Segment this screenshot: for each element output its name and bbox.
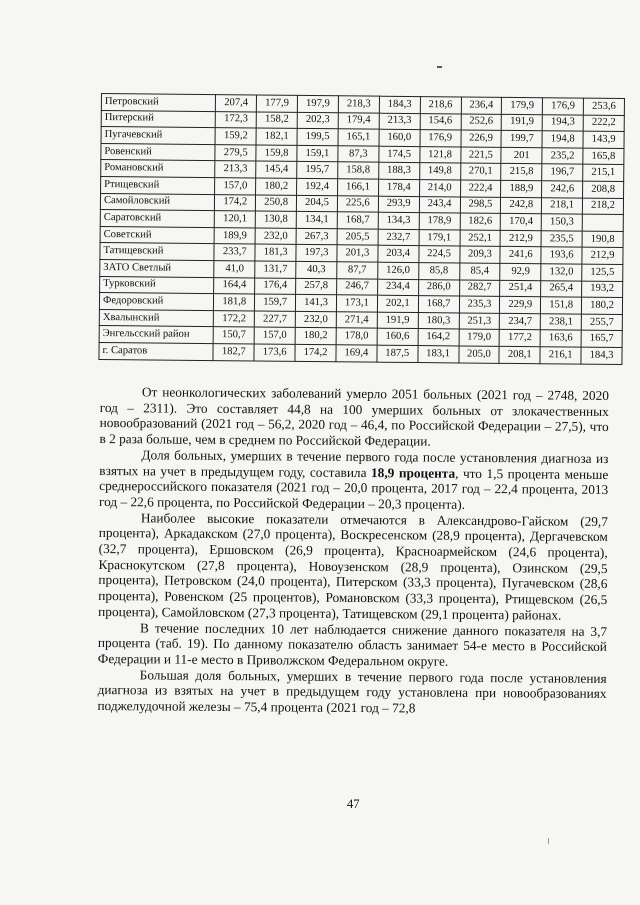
value-cell: 130,8	[255, 211, 296, 228]
value-cell: 184,3	[581, 347, 622, 364]
value-cell: 181,3	[255, 244, 296, 261]
value-cell: 164,2	[418, 329, 459, 346]
region-name-cell: Советский	[100, 226, 215, 244]
table-body	[99, 94, 625, 365]
value-cell: 251,4	[500, 280, 541, 297]
value-cell: 145,4	[256, 161, 297, 178]
paragraph-text: , что 1,5 процента меньше среднероссийского показателя (2021 год – 20,0 процента, 2017 год – 22,4 процента, 2013 год – 22,6 процента, по Российской Федерации – 20,3 процента).	[99, 465, 609, 512]
value-cell: 178,9	[419, 213, 460, 230]
value-cell: 215,1	[583, 165, 624, 182]
value-cell: 174,2	[295, 344, 336, 361]
region-name-cell: Хвалынский	[99, 309, 214, 327]
mortality-table	[98, 93, 625, 365]
value-cell: 87,3	[338, 146, 379, 163]
region-name-cell: Ровенский	[101, 143, 216, 161]
value-cell: 85,4	[459, 263, 500, 280]
value-cell: 134,1	[296, 212, 337, 229]
value-cell: 227,7	[254, 311, 295, 328]
value-cell: 279,5	[215, 144, 256, 161]
value-cell: 218,1	[542, 197, 583, 214]
value-cell: 270,1	[460, 163, 501, 180]
value-cell: 205,0	[458, 346, 499, 363]
value-cell: 150,3	[541, 214, 582, 231]
value-cell: 225,6	[337, 195, 378, 212]
value-cell: 235,5	[541, 230, 582, 247]
value-cell: 163,6	[540, 330, 581, 347]
value-cell: 174,2	[215, 194, 256, 211]
value-cell: 159,7	[255, 294, 296, 311]
value-cell: 250,8	[256, 195, 297, 212]
value-cell: 157,0	[254, 327, 295, 344]
value-cell: 257,8	[296, 278, 337, 295]
value-cell: 298,5	[460, 197, 501, 214]
region-name-cell: Саратовский	[100, 210, 215, 228]
value-cell: 221,5	[460, 147, 501, 164]
value-cell: 143,9	[583, 131, 624, 148]
value-cell: 154,6	[420, 113, 461, 130]
value-cell: 213,3	[379, 113, 420, 130]
value-cell: 165,8	[583, 148, 624, 165]
region-name-cell: Энгельсский район	[99, 326, 214, 344]
value-cell: 218,6	[420, 97, 461, 114]
value-cell: 182,6	[460, 213, 501, 230]
value-cell: 193,6	[541, 247, 582, 264]
region-name-cell: ЗАТО Светлый	[100, 259, 215, 277]
value-cell: 189,9	[214, 227, 255, 244]
value-cell: 159,8	[256, 145, 297, 162]
value-cell: 177,2	[499, 330, 540, 347]
value-cell: 232,0	[255, 228, 296, 245]
value-cell: 251,3	[459, 313, 500, 330]
region-name-cell: Федоровский	[99, 293, 214, 311]
value-cell: 125,5	[582, 264, 623, 281]
page-number: 47	[347, 797, 360, 811]
value-cell: 224,5	[419, 246, 460, 263]
value-cell: 241,6	[500, 247, 541, 264]
value-cell: 173,6	[254, 344, 295, 361]
value-cell: 169,4	[336, 345, 377, 362]
value-cell: 179,4	[338, 112, 379, 129]
value-cell: 236,4	[461, 97, 502, 114]
value-cell: 293,9	[378, 196, 419, 213]
paragraph: Большая доля больных, умерших в течение первого года после установления диагноза из взятых на учет в предыдущем году установлена при новообразованиях поджелудочной железы – 75,4 процента (2021 год – 72,8	[97, 666, 607, 716]
value-cell: 218,2	[582, 198, 623, 215]
scan-speck	[437, 66, 442, 68]
value-cell: 176,9	[420, 130, 461, 147]
value-cell: 150,7	[213, 327, 254, 344]
value-cell: 160,0	[379, 129, 420, 146]
value-cell: 41,0	[214, 261, 255, 278]
value-cell: 195,7	[297, 162, 338, 179]
value-cell: 159,2	[215, 128, 256, 145]
value-cell: 243,4	[419, 196, 460, 213]
value-cell: 180,3	[418, 312, 459, 329]
value-cell: 222,4	[460, 180, 501, 197]
value-cell: 176,9	[543, 98, 584, 115]
value-cell: 218,3	[338, 96, 379, 113]
value-cell: 126,0	[378, 262, 419, 279]
value-cell: 222,2	[583, 115, 624, 132]
value-cell: 192,4	[297, 178, 338, 195]
paragraph: От неонкологических заболеваний умерло 2051 больных (2021 год – 2748, 2020 год – 2311). Это составляет 44,8 на 100 умерших больных от злокачественных новообразований (2021 год – 56,2, 2020 год – 46,4, по Российской Федерации – 27,5), что в 2 раза больше, чем в среднем по Российской Федерации.	[99, 384, 609, 449]
value-cell: 233,7	[214, 244, 255, 261]
value-cell: 134,3	[378, 212, 419, 229]
value-cell: 92,9	[500, 263, 541, 280]
value-cell: 271,4	[336, 311, 377, 328]
paragraph: В течение последних 10 лет наблюдается снижение данного показателя на 3,7 процента (таб. 19). По данному показателю область занимает 54-е место в Российской Федерации и 11-е место в Приволжском Федеральном округе.	[97, 619, 608, 669]
value-cell: 212,9	[500, 230, 541, 247]
value-cell: 180,2	[256, 178, 297, 195]
value-cell: 282,7	[459, 279, 500, 296]
value-cell: 197,9	[297, 95, 338, 112]
value-cell: 141,3	[296, 295, 337, 312]
value-cell: 158,2	[256, 112, 297, 129]
value-cell: 194,8	[542, 131, 583, 148]
value-cell: 160,6	[377, 328, 418, 345]
value-cell: 166,1	[337, 179, 378, 196]
value-cell: 176,4	[255, 278, 296, 295]
value-cell: 187,5	[377, 345, 418, 362]
value-cell: 159,1	[297, 145, 338, 162]
value-cell: 229,9	[500, 296, 541, 313]
value-cell: 199,5	[297, 129, 338, 146]
value-cell: 253,6	[583, 98, 624, 115]
paragraph: Наиболее высокие показатели отмечаются в Александрово-Гайском (29,7 процента), Аркадакском (27,0 процента), Воскресенском (28,9 процента), Дергачевском (32,7 процента), Ершовском (26,9 процента), Красноармейском (24,6 процента), Краснокутском (27,8 процента), Новоузенском (28,9 процента), Озинском (29,5 процента), Петровском (24,0 процента), Питерском (33,3 процента), Пугачевском (28,6 процента), Ровенском (25 процентов), Романовском (33,3 процента), Ртищевском (26,5 процента), Самойловском (27,3 процента), Татищевском (29,1 процента) районах.	[98, 509, 608, 623]
value-cell: 191,9	[502, 114, 543, 131]
value-cell: 232,0	[295, 311, 336, 328]
value-cell: 174,5	[379, 146, 420, 163]
value-cell: 165,1	[338, 129, 379, 146]
value-cell: 181,8	[214, 294, 255, 311]
value-cell: 178,0	[336, 328, 377, 345]
region-name-cell: Ртищевский	[101, 176, 216, 194]
value-cell: 196,7	[542, 164, 583, 181]
value-cell: 179,1	[419, 229, 460, 246]
value-cell: 40,3	[296, 261, 337, 278]
value-cell: 85,8	[418, 262, 459, 279]
value-cell: 203,4	[378, 246, 419, 263]
value-cell: 213,3	[215, 161, 256, 178]
value-cell: 267,3	[296, 228, 337, 245]
region-name-cell: Татищевский	[100, 243, 215, 261]
region-name-cell: Пугачевский	[101, 127, 216, 145]
value-cell: 170,4	[501, 213, 542, 230]
value-cell: 199,7	[501, 131, 542, 148]
region-name-cell: Романовский	[101, 160, 216, 178]
value-cell: 207,4	[216, 95, 257, 112]
value-cell: 191,9	[377, 312, 418, 329]
value-cell: 204,5	[296, 195, 337, 212]
value-cell: 182,7	[213, 343, 254, 360]
value-cell: 226,9	[461, 130, 502, 147]
value-cell: 179,0	[459, 329, 500, 346]
value-cell: 208,1	[499, 346, 540, 363]
value-cell: 242,6	[542, 181, 583, 198]
value-cell: 121,8	[420, 146, 461, 163]
value-cell: 193,2	[582, 281, 623, 298]
value-cell: 164,4	[214, 277, 255, 294]
value-cell: 265,4	[541, 280, 582, 297]
highlighted-value: 18,9 процента	[371, 464, 456, 481]
value-cell: 215,8	[501, 164, 542, 181]
value-cell: 180,2	[582, 297, 623, 314]
body-text	[97, 384, 609, 718]
value-cell: 252,1	[460, 230, 501, 247]
value-cell: 173,1	[336, 295, 377, 312]
value-cell: 172,3	[216, 111, 257, 128]
value-cell: 202,1	[377, 295, 418, 312]
value-cell: 183,1	[418, 345, 459, 362]
value-cell: 87,7	[337, 262, 378, 279]
value-cell: 131,7	[255, 261, 296, 278]
scan-speck	[548, 838, 549, 844]
value-cell: 208,8	[583, 181, 624, 198]
value-cell: 177,9	[257, 95, 298, 112]
value-cell: 184,3	[379, 96, 420, 113]
value-cell: 252,6	[461, 114, 502, 131]
paragraph	[99, 447, 608, 514]
value-cell: 168,7	[418, 296, 459, 313]
value-cell: 179,9	[502, 97, 543, 114]
value-cell: 151,8	[541, 297, 582, 314]
value-cell: 214,0	[419, 180, 460, 197]
value-cell: 132,0	[541, 264, 582, 281]
value-cell: 201,3	[337, 245, 378, 262]
value-cell: 172,2	[214, 310, 255, 327]
value-cell: 178,4	[378, 179, 419, 196]
value-cell: 235,3	[459, 296, 500, 313]
region-name-cell: г. Саратов	[99, 342, 214, 360]
region-name-cell: Самойловский	[100, 193, 215, 211]
value-cell: 180,2	[295, 328, 336, 345]
value-cell: 255,7	[581, 314, 622, 331]
region-name-cell: Турковский	[100, 276, 215, 294]
value-cell: 201	[501, 147, 542, 164]
value-cell: 190,8	[582, 231, 623, 248]
value-cell: 197,3	[296, 245, 337, 262]
value-cell: 234,4	[377, 279, 418, 296]
value-cell: 158,8	[338, 162, 379, 179]
region-name-cell: Петровский	[101, 94, 216, 112]
value-cell: 234,7	[500, 313, 541, 330]
value-cell: 165,7	[581, 330, 622, 347]
region-name-cell: Питерский	[101, 110, 216, 128]
value-cell: 168,7	[337, 212, 378, 229]
value-cell: 232,7	[378, 229, 419, 246]
value-cell: 182,1	[256, 128, 297, 145]
value-cell: 209,3	[459, 246, 500, 263]
value-cell: 286,0	[418, 279, 459, 296]
value-cell: 238,1	[540, 313, 581, 330]
value-cell: 235,2	[542, 148, 583, 165]
value-cell	[582, 214, 623, 231]
value-cell: 246,7	[337, 278, 378, 295]
value-cell: 120,1	[215, 211, 256, 228]
value-cell: 202,3	[297, 112, 338, 129]
value-cell: 205,5	[337, 229, 378, 246]
value-cell: 216,1	[540, 347, 581, 364]
value-cell: 194,3	[542, 114, 583, 131]
value-cell: 149,8	[419, 163, 460, 180]
value-cell: 242,8	[501, 197, 542, 214]
value-cell: 157,0	[215, 178, 256, 195]
value-cell: 188,3	[378, 163, 419, 180]
paragraph-text: Доля больных, умерших в течение первого года после установления диагноза из взятых на учет в предыдущем году, составила	[99, 447, 609, 480]
value-cell: 188,9	[501, 180, 542, 197]
value-cell: 212,9	[582, 247, 623, 264]
